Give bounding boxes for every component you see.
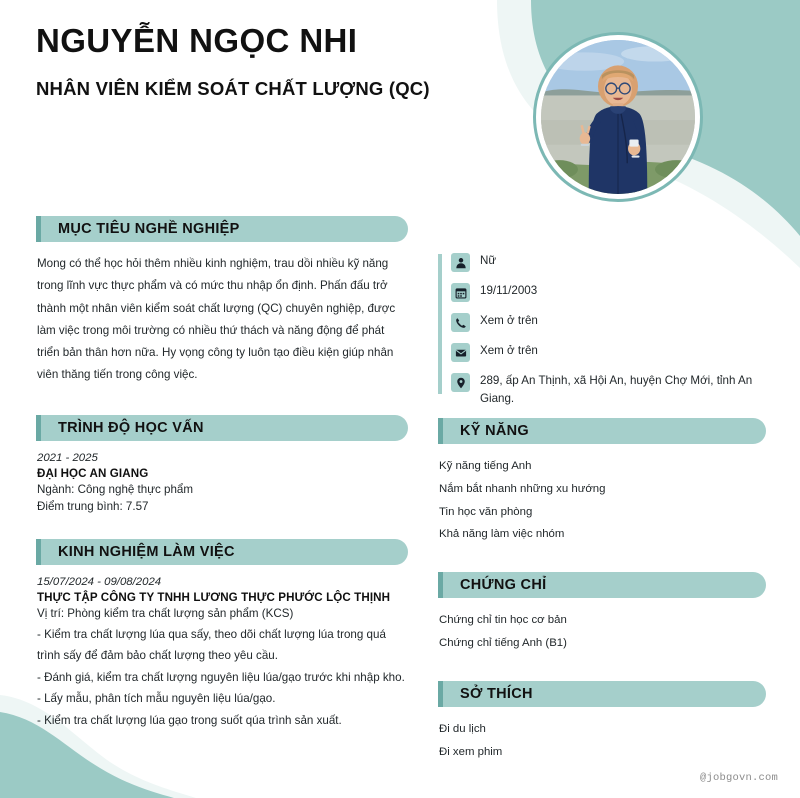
contact-row-email[interactable] xyxy=(451,342,781,362)
left-column xyxy=(36,216,408,749)
section-education xyxy=(36,415,408,513)
page-title: NGUYỄN NGỌC NHI xyxy=(36,22,358,59)
section-header-bar xyxy=(438,418,766,444)
section-header-bar xyxy=(36,539,408,565)
certificate-item: Chứng chỉ tin học cơ bản xyxy=(439,614,567,627)
objective-text: Mong có thể học hỏi thêm nhiều kinh nghiệm, trau dồi nhiều kỹ năng trong lĩnh vực thực phẩm và có mức thu nhập ổn định. Phấn đấu trở thành một nhân viên kiểm soát chất lượng (QC) chuyên nghiệp, được làm việc trong môi trường có nhiều thứ thách và năng động để phát triển bản thân hơn nữa. Hy vọng công ty luôn tạo điều kiện giúp nhân viên thăng tiến trong công việc. xyxy=(37,257,396,382)
job-title: NHÂN VIÊN KIỂM SOÁT CHẤT LƯỢNG (QC) xyxy=(36,77,430,99)
contact-value: Xem ở trên xyxy=(480,314,538,327)
contact-info xyxy=(438,252,781,417)
certificate-item: Chứng chỉ tiếng Anh (B1) xyxy=(439,637,567,650)
contact-value: 289, ấp An Thịnh, xã Hội An, huyện Chợ Mới, tỉnh An Giang. xyxy=(480,374,753,405)
skill-item: Khả năng làm việc nhóm xyxy=(439,528,565,541)
section-title-experience: KINH NGHIỆM LÀM VIỆC xyxy=(58,543,235,560)
contact-row-phone[interactable] xyxy=(451,312,781,332)
location-pin-icon xyxy=(451,373,470,392)
section-certificates xyxy=(438,572,766,655)
education-gpa: Điểm trung bình: 7.57 xyxy=(37,499,149,513)
section-experience xyxy=(36,539,408,732)
skill-item: Kỹ năng tiếng Anh xyxy=(439,460,532,472)
experience-company: THỰC TẬP CÔNG TY TNHH LƯƠNG THỰC PHƯỚC LỘC THỊNH xyxy=(37,590,391,604)
hobby-item: Đi du lịch xyxy=(439,722,486,735)
section-header-bar xyxy=(438,681,766,707)
education-school: ĐẠI HỌC AN GIANG xyxy=(37,466,149,480)
contact-value: 19/11/2003 xyxy=(480,284,538,297)
section-header-bar xyxy=(438,572,766,598)
skill-item: Nắm bắt nhanh những xu hướng xyxy=(439,482,606,495)
right-column xyxy=(438,418,766,782)
education-dates: 2021 - 2025 xyxy=(37,451,98,464)
header xyxy=(36,22,506,104)
person-icon xyxy=(451,253,470,272)
section-title-hobbies: SỞ THÍCH xyxy=(460,685,533,702)
section-skills xyxy=(438,418,766,546)
section-hobbies xyxy=(438,681,766,764)
section-objective xyxy=(36,216,408,387)
calendar-icon xyxy=(451,283,470,302)
avatar xyxy=(533,32,703,202)
experience-duty: - Đánh giá, kiểm tra chất lượng nguyên liệu lúa/gạo trước khi nhập kho. xyxy=(37,670,405,684)
experience-dates: 15/07/2024 - 09/08/2024 xyxy=(37,575,162,588)
experience-duty: - Kiểm tra chất lượng lúa qua sấy, theo dõi chất lượng lúa trong quá trình sấy để đảm bảo chất lượng theo yêu cầu. xyxy=(37,627,386,663)
section-title-skills: KỸ NĂNG xyxy=(460,423,529,439)
hobby-item: Đi xem phim xyxy=(439,745,503,758)
section-title-certificates: CHỨNG CHỈ xyxy=(460,577,547,594)
section-header-bar xyxy=(36,415,408,441)
experience-position: Vị trí: Phòng kiểm tra chất lượng sản phẩm (KCS) xyxy=(37,606,294,620)
section-title-objective: MỤC TIÊU NGHỀ NGHIỆP xyxy=(58,221,240,237)
contact-row-gender xyxy=(451,252,781,272)
education-major: Ngành: Công nghệ thực phẩm xyxy=(37,482,194,496)
experience-duty: - Lấy mẫu, phân tích mẫu nguyên liệu lúa/gạo. xyxy=(37,692,276,706)
watermark: @jobgovn.com xyxy=(699,772,778,784)
phone-icon xyxy=(451,313,470,332)
contact-value: Xem ở trên xyxy=(480,344,538,357)
avatar-image xyxy=(541,40,695,194)
contact-row-address xyxy=(451,372,781,407)
section-title-education: TRÌNH ĐỘ HỌC VẤN xyxy=(58,419,204,436)
contact-value: Nữ xyxy=(480,254,497,267)
experience-duty: - Kiểm tra chất lượng lúa gạo trong suốt qúa trình sản xuất. xyxy=(37,713,342,727)
section-header-bar xyxy=(36,216,408,242)
skill-item: Tin học văn phòng xyxy=(439,505,533,518)
contact-row-birthdate xyxy=(451,282,781,302)
envelope-icon xyxy=(451,343,470,362)
